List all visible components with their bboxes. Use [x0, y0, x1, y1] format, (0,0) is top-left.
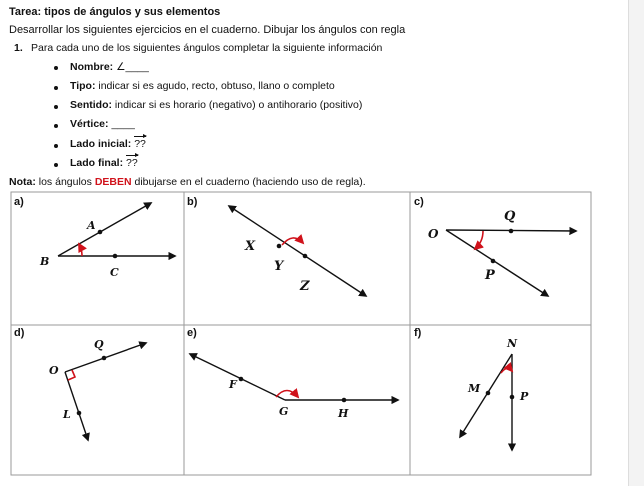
item-text: Para cada uno de los siguientes ángulos completar la siguiente información	[31, 42, 383, 54]
bullet-label: Lado inicial:	[70, 138, 132, 150]
panel-tag-a: a)	[14, 196, 24, 208]
note-prefix: Nota:	[9, 176, 36, 188]
panel-a-angle	[39, 203, 175, 279]
panel-f-angle	[460, 337, 529, 450]
angle-arc	[475, 231, 483, 249]
bullet-label: Tipo:	[70, 80, 96, 92]
point-label: X	[245, 239, 256, 254]
task-title: Tarea: tipos de ángulos y sus elementos	[9, 6, 221, 18]
panel-c-angle	[428, 209, 576, 296]
point-dot	[102, 356, 107, 361]
point-label: O	[428, 227, 439, 241]
bullet-value: ??	[126, 157, 138, 169]
bullet-value: indicar si es agudo, recto, obtuso, llano o completo	[95, 80, 335, 92]
angle-arc	[79, 244, 82, 256]
point-label: L	[63, 408, 71, 421]
panel-tag-d: d)	[14, 327, 25, 339]
task-instruction: Desarrollar los siguientes ejercicios en el cuaderno. Dibujar los ángulos con regla	[9, 24, 406, 36]
point-dot	[113, 254, 118, 259]
point-label: B	[40, 255, 50, 268]
angle-arc	[282, 238, 303, 245]
point-label: N	[507, 337, 518, 350]
item-number: 1.	[14, 42, 23, 54]
point-dot	[239, 377, 244, 382]
bullet-value: ____	[108, 118, 135, 130]
point-label: P	[485, 268, 495, 283]
point-label: H	[338, 407, 349, 420]
bullet-value: ??	[134, 138, 146, 150]
panel-tag-e: e)	[187, 327, 197, 339]
point-label: C	[110, 266, 119, 279]
point-dot	[98, 230, 103, 235]
panel-tag-c: c)	[414, 196, 424, 208]
angle-arc	[276, 391, 298, 398]
point-label: P	[520, 390, 529, 403]
panel-e-angle	[190, 354, 398, 420]
panel-b-angle	[229, 206, 366, 296]
bullet-value: ∠____	[116, 61, 149, 73]
note-text: los ángulos	[35, 176, 95, 188]
point-dot	[342, 398, 347, 403]
ray	[190, 354, 285, 400]
point-dot	[486, 391, 491, 396]
ray	[460, 354, 512, 437]
right-angle-mark	[68, 370, 75, 380]
point-dot	[303, 254, 308, 259]
note-text: dibujarse en el cuaderno (haciendo uso de regla).	[131, 176, 366, 188]
panel-d-angle	[49, 338, 146, 440]
point-dot	[277, 244, 282, 249]
ray	[446, 230, 548, 296]
point-dot	[510, 395, 515, 400]
point-dot	[509, 229, 514, 234]
point-dot	[491, 259, 496, 264]
point-label: A	[87, 219, 96, 232]
point-label: G	[279, 405, 289, 418]
note-emphasis: DEBEN	[94, 176, 132, 188]
ray	[58, 203, 151, 256]
panel-tag-b: b)	[187, 196, 198, 208]
point-label: O	[49, 364, 59, 377]
point-label: Q	[94, 338, 104, 351]
bullet-label: Lado final:	[70, 157, 124, 169]
bullet-label: Nombre:	[70, 61, 114, 73]
point-label: F	[229, 378, 237, 391]
point-dot	[77, 411, 82, 416]
point-label: Z	[300, 279, 310, 294]
point-label: Q	[504, 209, 516, 224]
panel-grid	[11, 192, 591, 475]
point-label: M	[468, 382, 481, 395]
point-label: Y	[274, 259, 284, 274]
bullet-label: Vértice:	[70, 118, 109, 130]
bullet-label: Sentido:	[70, 99, 112, 111]
bullet-value: indicar si es horario (negativo) o antihorario (positivo)	[112, 99, 363, 111]
panel-tag-f: f)	[414, 327, 422, 339]
grid-border	[11, 192, 591, 475]
ray	[65, 372, 88, 440]
